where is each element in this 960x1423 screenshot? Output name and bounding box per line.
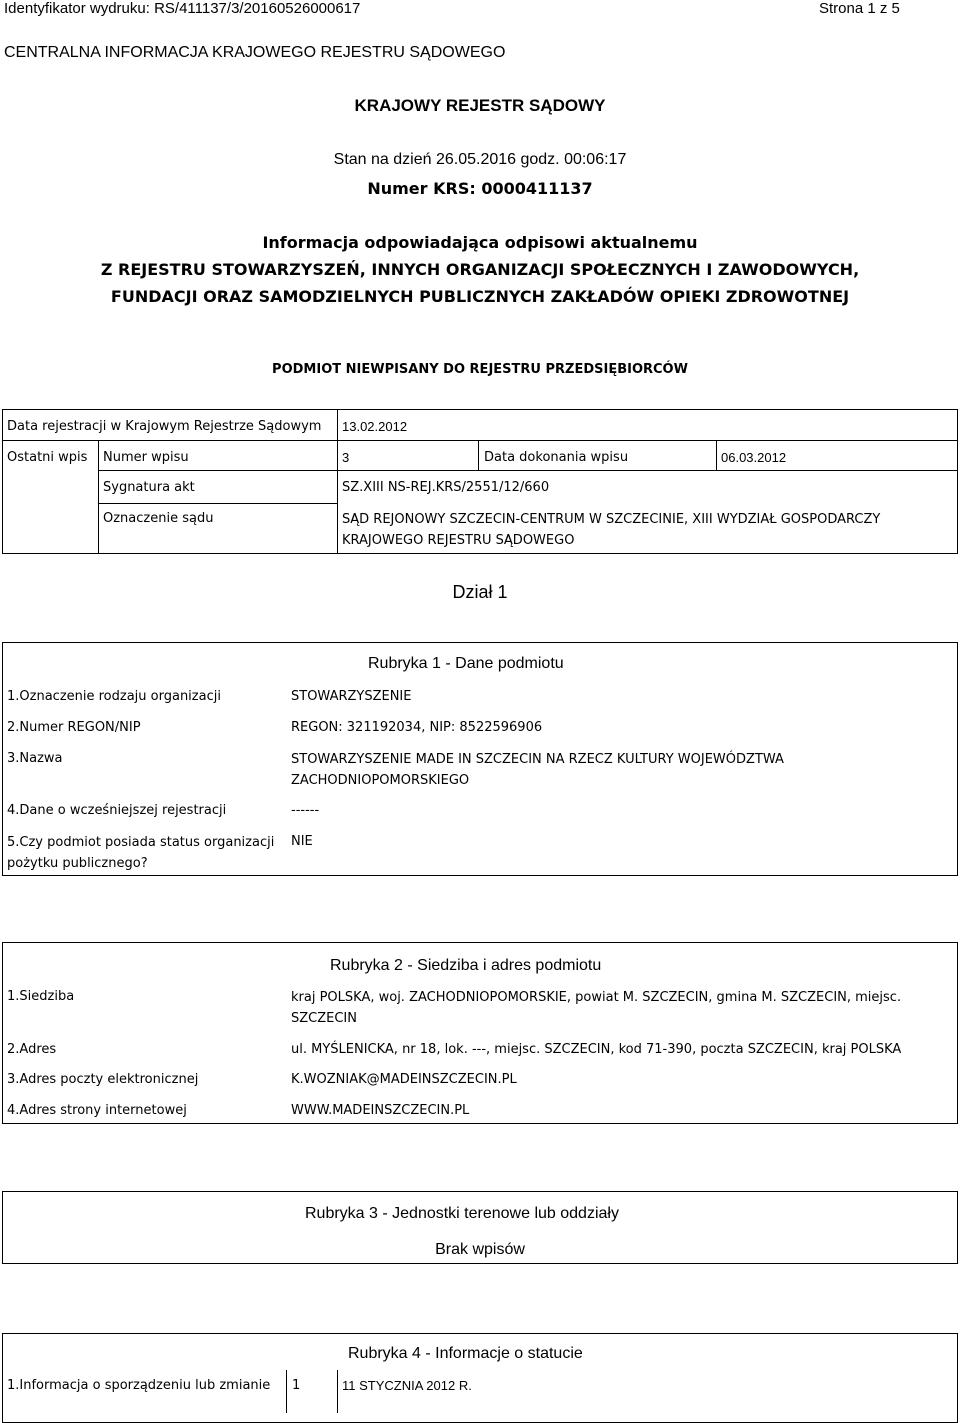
entity-note: PODMIOT NIEWPISANY DO REJESTRU PRZEDSIĘBIORCÓW bbox=[272, 362, 688, 377]
divider bbox=[98, 440, 99, 554]
entry-date-value: 06.03.2012 bbox=[721, 450, 787, 465]
rubric-3-title: Rubryka 3 - Jednostki terenowe lub oddziały bbox=[305, 1205, 619, 1222]
previous-registration-value: ------ bbox=[291, 803, 320, 818]
entry-number-value: 3 bbox=[342, 450, 350, 465]
entry-number-label: Numer wpisu bbox=[103, 450, 189, 465]
registration-date-label: Data rejestracji w Krajowym Rejestrze Sądowym bbox=[7, 419, 322, 434]
registration-date-value: 13.02.2012 bbox=[342, 419, 408, 434]
court-label: Oznaczenie sądu bbox=[103, 511, 214, 526]
regon-nip-value: REGON: 321192034, NIP: 8522596906 bbox=[291, 720, 543, 735]
seat-label: 1.Siedziba bbox=[7, 989, 75, 1004]
rubric-1-title: Rubryka 1 - Dane podmiotu bbox=[368, 655, 564, 672]
rubric-4-title: Rubryka 4 - Informacje o statucie bbox=[348, 1345, 583, 1362]
divider bbox=[98, 470, 958, 471]
court-value: SĄD REJONOWY SZCZECIN-CENTRUM W SZCZECINIE, XIII WYDZIAŁ GOSPODARCZY KRAJOWEGO REJESTRU SĄDOWEGO bbox=[342, 512, 881, 548]
name-value: STOWARZYSZENIE MADE IN SZCZECIN NA RZECZ KULTURY WOJEWÓDZTWA ZACHODNIOPOMORSKIEGO bbox=[291, 752, 784, 788]
divider bbox=[716, 440, 717, 470]
email-value: K.WOZNIAK@MADEINSZCZECIN.PL bbox=[291, 1072, 517, 1087]
email-label: 3.Adres poczty elektronicznej bbox=[7, 1072, 199, 1087]
info-line-3: FUNDACJI ORAZ SAMODZIELNYCH PUBLICZNYCH ZAKŁADÓW OPIEKI ZDROWOTNEJ bbox=[110, 287, 850, 306]
signature-label: Sygnatura akt bbox=[103, 480, 195, 495]
seat-value: kraj POLSKA, woj. ZACHODNIOPOMORSKIE, powiat M. SZCZECIN, gmina M. SZCZECIN, miejsc. SZCZECIN bbox=[291, 990, 902, 1026]
public-benefit-value: NIE bbox=[291, 834, 313, 849]
krs-number: Numer KRS: 0000411137 bbox=[367, 179, 593, 198]
last-entry-label: Ostatni wpis bbox=[7, 450, 88, 465]
section-title: Dział 1 bbox=[452, 582, 508, 602]
statute-date: 11 STYCZNIA 2012 R. bbox=[342, 1378, 472, 1393]
regon-nip-label: 2.Numer REGON/NIP bbox=[7, 720, 141, 735]
divider bbox=[286, 1370, 287, 1413]
address-value: ul. MYŚLENICKA, nr 18, lok. ---, miejsc. SZCZECIN, kod 71-390, poczta SZCZECIN, kraj POLSKA bbox=[291, 1042, 902, 1057]
website-label: 4.Adres strony internetowej bbox=[7, 1103, 187, 1118]
no-entries: Brak wpisów bbox=[435, 1241, 525, 1258]
rubric-2-title: Rubryka 2 - Siedziba i adres podmiotu bbox=[330, 957, 602, 974]
address-label: 2.Adres bbox=[7, 1042, 57, 1057]
statute-entry-number: 1 bbox=[292, 1378, 301, 1393]
name-label: 3.Nazwa bbox=[7, 751, 63, 766]
organization-type-label: 1.Oznaczenie rodzaju organizacji bbox=[7, 689, 221, 704]
divider bbox=[98, 503, 337, 504]
page-number: Strona 1 z 5 bbox=[819, 0, 900, 17]
divider bbox=[337, 1370, 338, 1413]
statute-info-label: 1.Informacja o sporządzeniu lub zmianie bbox=[7, 1378, 271, 1393]
info-line-1: Informacja odpowiadająca odpisowi aktualnemu bbox=[262, 233, 698, 252]
info-line-2: Z REJESTRU STOWARZYSZEŃ, INNYCH ORGANIZACJI SPOŁECZNYCH I ZAWODOWYCH, bbox=[100, 260, 860, 279]
previous-registration-label: 4.Dane o wcześniejszej rejestracji bbox=[7, 803, 227, 818]
website-value: WWW.MADEINSZCZECIN.PL bbox=[291, 1103, 470, 1118]
entry-date-label: Data dokonania wpisu bbox=[484, 450, 629, 465]
print-identifier: Identyfikator wydruku: RS/411137/3/20160526000617 bbox=[4, 0, 361, 17]
signature-value: SZ.XIII NS-REJ.KRS/2551/12/660 bbox=[342, 480, 550, 495]
divider bbox=[478, 440, 479, 470]
organization-type-value: STOWARZYSZENIE bbox=[291, 689, 412, 704]
registry-title: KRAJOWY REJESTR SĄDOWY bbox=[354, 96, 606, 115]
divider bbox=[2, 440, 958, 441]
divider bbox=[337, 409, 338, 554]
institution-name: CENTRALNA INFORMACJA KRAJOWEGO REJESTRU SĄDOWEGO bbox=[4, 44, 506, 61]
public-benefit-label: 5.Czy podmiot posiada status organizacji pożytku publicznego? bbox=[7, 835, 275, 871]
state-date: Stan na dzień 26.05.2016 godz. 00:06:17 bbox=[333, 151, 627, 168]
